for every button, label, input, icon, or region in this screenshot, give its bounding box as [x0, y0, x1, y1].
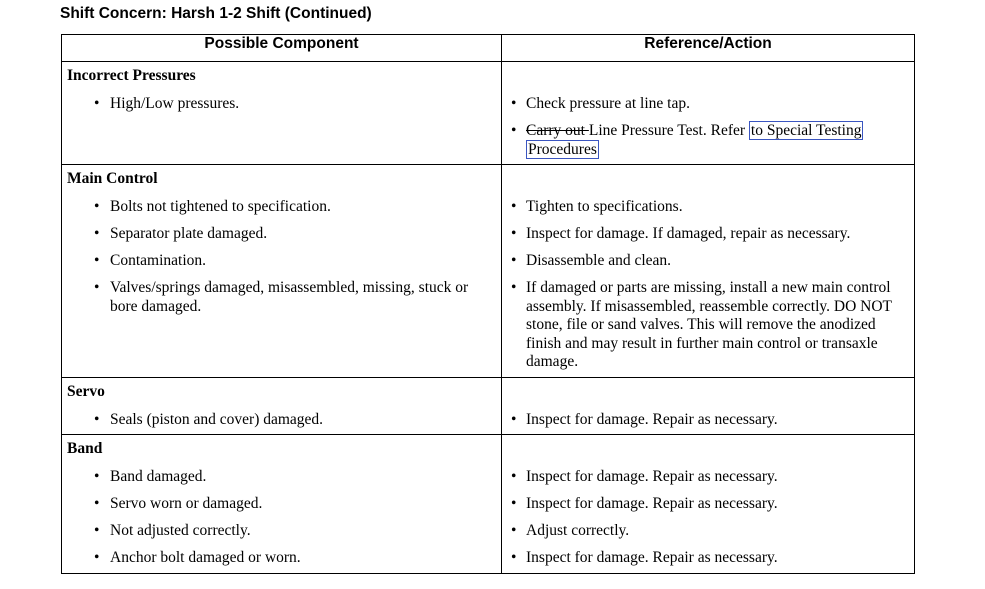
component-text: Band damaged.	[110, 468, 207, 485]
section-title: Band	[67, 440, 103, 457]
section-title: Main Control	[67, 170, 158, 187]
bullet-icon: •	[511, 225, 517, 242]
action-item	[502, 468, 914, 487]
bullet-icon: •	[511, 198, 517, 215]
bullet-icon: •	[511, 95, 517, 112]
action-text: Inspect for damage. Repair as necessary.	[526, 549, 778, 566]
component-item	[62, 411, 501, 430]
component-text: Bolts not tightened to specification.	[110, 198, 331, 215]
component-item	[62, 252, 501, 271]
bullet-icon: •	[511, 549, 517, 566]
component-text: Anchor bolt damaged or worn.	[110, 549, 301, 566]
component-text: Contamination.	[110, 252, 207, 269]
special-testing-procedures-link[interactable]: to Special Testing	[750, 122, 862, 139]
action-item	[502, 122, 914, 159]
component-item	[62, 549, 501, 568]
bullet-icon: •	[511, 279, 517, 296]
action-text: Line Pressure Test. Refer	[588, 122, 749, 139]
component-text: Not adjusted correctly.	[110, 522, 251, 539]
bullet-icon: •	[94, 279, 100, 296]
component-item	[62, 225, 501, 244]
action-text: Inspect for damage. If damaged, repair as necessary.	[526, 225, 851, 242]
action-text: Inspect for damage. Repair as necessary.	[526, 495, 778, 512]
action-item	[502, 411, 914, 430]
bullet-icon: •	[511, 468, 517, 485]
bullet-icon: •	[511, 495, 517, 512]
component-item	[62, 279, 501, 316]
component-text: Seals (piston and cover) damaged.	[110, 410, 324, 428]
action-cell	[502, 435, 915, 574]
bullet-icon: •	[94, 198, 100, 215]
action-cell	[502, 165, 915, 378]
section-title: Incorrect Pressures	[67, 67, 196, 84]
component-text: High/Low pressures.	[110, 95, 240, 112]
component-item	[62, 468, 501, 487]
header-reference-action: Reference/Action	[502, 35, 915, 62]
component-cell	[62, 377, 502, 435]
component-cell	[62, 62, 502, 165]
component-action-table	[61, 34, 915, 574]
bullet-icon: •	[94, 549, 100, 566]
component-text: Servo worn or damaged.	[110, 495, 263, 512]
action-item	[502, 279, 914, 372]
action-item	[502, 95, 914, 114]
action-text: Tighten to specifications.	[526, 198, 683, 215]
page-title: Shift Concern: Harsh 1-2 Shift (Continued)	[60, 5, 372, 22]
special-testing-procedures-link-line2[interactable]: Procedures	[528, 140, 597, 158]
bullet-icon: •	[94, 410, 100, 428]
bullet-icon: •	[94, 522, 100, 539]
component-item	[62, 522, 501, 541]
component-item	[62, 495, 501, 514]
component-text: Valves/springs damaged, misassembled, missing, stuck or bore damaged.	[110, 279, 469, 315]
bullet-icon: •	[94, 495, 100, 512]
bullet-icon: •	[94, 252, 100, 269]
header-possible-component: Possible Component	[62, 35, 502, 62]
action-text: Disassemble and clean.	[526, 252, 672, 269]
bullet-icon: •	[511, 410, 517, 428]
action-text: Inspect for damage. Repair as necessary.	[526, 468, 778, 485]
component-cell	[62, 435, 502, 574]
component-item	[62, 95, 501, 114]
component-text: Separator plate damaged.	[110, 225, 268, 242]
action-text: Inspect for damage. Repair as necessary.	[526, 410, 778, 428]
bullet-icon: •	[511, 522, 517, 539]
action-text: If damaged or parts are missing, install a new main control assembly. If misassembled, reassemble correctly. DO NOT stone, file or sand valves. This will remove the anodized finish and may result in further main control or transaxle damage.	[526, 279, 892, 370]
header-row	[62, 35, 915, 62]
bullet-icon: •	[511, 122, 517, 139]
action-item	[502, 522, 914, 541]
action-item	[502, 198, 914, 217]
bullet-icon: •	[94, 95, 100, 112]
action-cell	[502, 377, 915, 435]
action-text: Adjust correctly.	[526, 522, 630, 539]
action-item	[502, 252, 914, 271]
component-cell	[62, 165, 502, 378]
section-row-incorrect-pressures	[62, 62, 915, 165]
struck-text: Carry out	[526, 122, 589, 139]
section-row-main-control	[62, 165, 915, 378]
section-row-servo	[62, 377, 915, 435]
bullet-icon: •	[511, 252, 517, 269]
action-item	[502, 225, 914, 244]
bullet-icon: •	[94, 468, 100, 485]
section-title: Servo	[67, 382, 105, 400]
action-cell	[502, 62, 915, 165]
action-item	[502, 495, 914, 514]
action-text: Check pressure at line tap.	[526, 95, 690, 112]
bullet-icon: •	[94, 225, 100, 242]
action-item	[502, 549, 914, 568]
component-item	[62, 198, 501, 217]
section-row-band	[62, 435, 915, 574]
